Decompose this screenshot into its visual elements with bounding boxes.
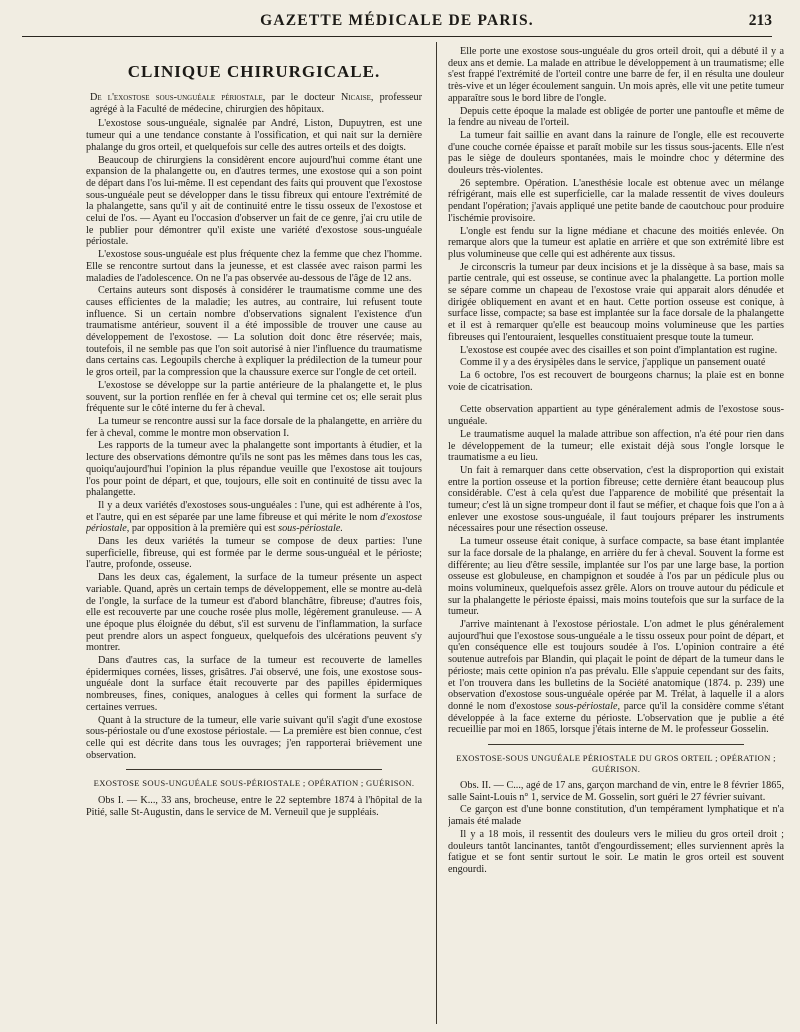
varieties-text-mid: par opposition à la première qui est	[131, 523, 276, 535]
periostale-text-end: parce qu'il la considère comme s'étant développée à la face externe du périoste. L'observation que je publie a été recueillie par moi en 1865, lorsque j'étais interne de M. le professeur Gosselin.	[448, 700, 784, 736]
paragraph: Dans les deux variétés la tumeur se compose de deux parties: l'une superficielle, fibreuse, qui est formée par le derme sous-unguéal et le périoste; l'autre, profonde, osseuse.	[86, 536, 422, 571]
paragraph: L'exostose sous-unguéale, signalée par André, Liston, Dupuytren, est une tumeur qui a une tendance constante à l'ossification, et qui nait sur la dernière phalange du gros orteil, et quelquefois sur celle des autres orteils et des doigts.	[86, 118, 422, 153]
right-column	[448, 46, 784, 1022]
varieties-text: Il y a deux variétés d'exostoses sous-unguéales : l'une, qui est adhérente à l'os, et l'autre, qui en est séparée par une lame fibreuse et qui mérite le nom	[86, 499, 422, 523]
paragraph: Dans les deux cas, également, la surface de la tumeur présente un aspect variable. Quand, après un certain temps de développement, elle se montre au-delà de l'ongle, la surface de la tumeur est d'abord blanchâtre, fibreuse; d'autres fois, elle est recouverte par une couche rosée plus molle, légèrement granuleuse. — A une époque plus éloignée du début, s'il est survenu de l'inflammation, la surface peut prendre alors un aspect fongueux, quelquefois des ulcérations peuvent s'y montrer.	[86, 572, 422, 654]
article-byline	[86, 92, 422, 115]
paragraph: La tumeur osseuse était conique, à surface compacte, sa base étant implantée sur la face dorsale de la phalange, en arrière du fer à cheval. Souvent la forme est différente; au lieu d'être sessile, implantée sur l'os par une large base, la portion osseuse est globuleuse, en champignon et soudée à l'os par un pédicule plus ou moins volumineux, quelquefois assez grêle. Alors on trouve autour du pédicule et sur la phalangette le périoste épaissi, mais moins toutefois que sur la surface de la tumeur.	[448, 536, 784, 618]
byline-author: Nicaise,	[340, 92, 374, 103]
paragraph: Elle porte une exostose sous-unguéale du gros orteil droit, qui a débuté il y a deux ans et demie. La malade en attribue le développement à un traumatisme; elle s'est frappé l'extrémité de l'orteil contre une barre de fer, il en résulta une douleur très-vive et un léger écoulement sanguin. Un mois après, elle vit une petite tumeur apparaître sous le bord libre de l'ongle.	[448, 46, 784, 104]
paragraph-varieties	[86, 500, 422, 535]
paragraph: L'exostose se développe sur la partie antérieure de la phalangette et, le plus souvent, sur la portion renflée en fer à cheval qui termine cet os; elle serait plus fréquente sur le côté interne du fer à cheval.	[86, 379, 422, 415]
case-heading: EXOSTOSE SOUS-UNGUÉALE SOUS-PÉRIOSTALE ; OPÉRATION ; GUÉRISON.	[93, 778, 415, 789]
paragraph: Dans d'autres cas, la surface de la tumeur est recouverte de lamelles épidermiques cornées, lisses, grisâtres. J'ai observé, une fois, une exostose sous-unguéale dont la surface était recouverte par des papilles épidermiques nombreuses, fines, coniques, analogues à celles qui forment la surface de certaines verrues.	[86, 655, 422, 713]
spacer	[448, 394, 784, 404]
divider-rule	[126, 769, 382, 770]
paragraph: La tumeur se rencontre aussi sur la face dorsale de la phalangette, en arrière du fer à cheval, comme le montre mon observation I.	[86, 415, 422, 439]
byline-subject: De l'exostose sous-unguéale périostale,	[90, 92, 266, 103]
varieties-italic: d'exostose périostale,	[86, 511, 422, 535]
case-paragraph: Il y a 18 mois, il ressentit des douleurs vers le milieu du gros orteil droit ; douleurs tantôt lancinantes, tantôt d'engourdissement; elles surviennent après la fatigue et se font sentir surtout le soir. Le matin le gros orteil est souvent engourdi.	[448, 828, 784, 875]
column-divider	[436, 42, 437, 1024]
left-column	[86, 46, 422, 1022]
paragraph: Certains auteurs sont disposés à considérer le traumatisme comme une des causes efficientes de la maladie; les autres, au contraire, lui refusent toute influence. Si un certain nombre d'observations signalent l'existence d'un traumatisme antérieur, souvent il a été impossible de trouver une cause au développement de l'exostose. — La solution doit donc être réservée; mais, toutefois, il ne semble pas que l'on soit autorisé à nier l'influence du traumatisme dans certains cas. Legoupils cherche à expliquer la prédilection de la tumeur pour le gros orteil, par la compression que la chaussure exerce sur l'ongle de cet orteil.	[86, 285, 422, 379]
running-head	[22, 10, 772, 37]
paragraph: L'ongle est fendu sur la ligne médiane et chacune des moitiés enlevée. On remarque alors que la tumeur est aplatie en arrière et que son extrémité libre est plus volumineuse que celle qui est adhérente aux tissus.	[448, 225, 784, 260]
paragraph: Un fait à remarquer dans cette observation, c'est la disproportion qui existait entre la portion osseuse et la portion fibreuse; cette dernière étant beaucoup plus considérable. C'est à cela qu'est due l'apparence de mobilité que présentait la tumeur; c'est là un signe trompeur dont il faut se méfier, et chaque fois que l'on a à enlever une exostose sous-unguéale, il faut toujours préparer les instruments nécessaires pour une résection osseuse.	[448, 464, 784, 535]
page-number: 213	[748, 12, 772, 29]
paragraph: Quant à la structure de la tumeur, elle varie suivant qu'il s'agit d'une exostose sous-périostale ou d'une exostose périostale. — La première est bien connue, c'est celle qui est décrite dans tous les ouvrages; j'en rapporterai brièvement une observation.	[86, 714, 422, 761]
case-paragraph: Obs I. — K..., 33 ans, brocheuse, entre le 22 septembre 1874 à l'hôpital de la Pitié, salle St-Augustin, dans le service de M. Verneuil que je suppléais.	[86, 794, 422, 818]
paragraph: La 6 octobre, l'os est recouvert de bourgeons charnus; la plaie est en bonne voie de cicatrisation.	[448, 369, 784, 393]
paragraph: Comme il y a des érysipèles dans le service, j'applique un pansement ouaté	[460, 357, 766, 369]
paragraph: L'exostose est coupée avec des cisailles et son point d'implantation est rugine.	[460, 344, 778, 356]
case-paragraph: Ce garçon est d'une bonne constitution, d'un tempérament lymphatique et n'a jamais été malade	[448, 804, 784, 828]
case-heading: EXOSTOSE-SOUS UNGUÉALE PÉRIOSTALE DU GROS ORTEIL ; OPÉRATION ; GUÉRISON.	[456, 753, 776, 774]
paragraph: Le traumatisme auquel la malade attribue son affection, n'a été pour rien dans le développement de la tumeur; elle existait déjà sous l'ongle lorsque le traumatisme a eu lieu.	[448, 428, 784, 464]
paragraph-periostale	[448, 619, 784, 736]
periostale-italic: sous-périostale,	[555, 700, 621, 712]
byline-par: par le docteur	[271, 92, 335, 103]
paragraph: Je circonscris la tumeur par deux incisions et je la dissèque à sa base, mais sa partie centrale, qui est osseuse, se continue avec la phalangette. La portion molle se sépare comme un chapeau de l'exostose vraie qui apparait alors dénudée et dirigée obliquement en avant et en haut. Cette portion osseuse est conique, à surface lisse, compacte; sa base est implantée sur la face dorsale de la phalangette et il est à remarquer qu'elle est beaucoup moins volumineuse que les parties fibreuses qui l'entouraient, lesquelles constituaient presque toute la tumeur.	[448, 261, 784, 343]
periostale-text: J'arrive maintenant à l'exostose périostale. L'on admet le plus généralement aujourd'hui que l'exostose sous-unguéale a le tissu osseux pour point de départ, et qu'en conséquence elle est toujours soudée à l'os. L'opinion contraire a été soutenue autrefois par Blandin, qui plaçait le point de départ de la tumeur dans le périoste; mais cette opinion n'a pas prévalu. Elle s'appuie cependant sur des faits, et l'on trouvera dans les bulletins de la Société anatomique (1874. p. 239) une observation d'exostose sous-unguéale opérée par M. Trélat, à laquelle il a alors donné le nom d'exostose	[448, 619, 784, 712]
paragraph: Depuis cette époque la malade est obligée de porter une pantoufle et même de la fendre au niveau de l'orteil.	[448, 105, 784, 129]
paragraph: Cette observation appartient au type généralement admis de l'exostose sous-unguéale.	[448, 404, 784, 428]
section-title: CLINIQUE CHIRURGICALE.	[127, 62, 381, 81]
case-paragraph: Obs. II. — C..., agé de 17 ans, garçon marchand de vin, entre le 8 février 1865, salle Saint-Louis n° 1, service de M. Gosselin, sort guéri le 27 février suivant.	[448, 780, 784, 803]
byline-rest: professeur agrégé à la Faculté de médecine, chirurgien des hôpitaux.	[90, 92, 422, 115]
paragraph: L'exostose sous-unguéale est plus fréquente chez la femme que chez l'homme. Elle se rencontre surtout dans la jeunesse, et est classée avec raison parmi les maladies de l'adolescence. On ne l'a pas observée au-dessous de l'âge de 12 ans.	[86, 249, 422, 284]
paragraph: La tumeur fait saillie en avant dans la rainure de l'ongle, elle est recouverte d'une couche cornée épaisse et paraît mobile sur les tissus sous-jacents. Elle n'est pas le siège de douleurs spontanées, mais le moindre choc y détermine des douleurs très-violentes.	[448, 129, 784, 177]
paragraph: Les rapports de la tumeur avec la phalangette sont importants à étudier, et la lecture des observations démontre qu'ils ne sont pas les mêmes dans tous les cas, quoiqu'aujourd'hui l'opinion la plus répandue veuille que l'exostose ait toujours l'os pour point de départ, et que, toujours, elle soit en continuité de tissu avec la phalangette.	[86, 440, 422, 499]
paragraph: 26 septembre. Opération. L'anesthésie locale est obtenue avec un mélange réfrigérant, mais elle est superficielle, car la malade ressentit de vives douleurs pendant l'opération; j'avais appliqué une petite bande de caoutchouc pour produire l'ischémie provisoire.	[448, 177, 784, 224]
paragraph: Beaucoup de chirurgiens la considèrent encore aujourd'hui comme étant une expansion de la phalangette ou, en d'autres termes, une exostose qui a son point de départ dans l'os lui-même. Il est cependant des faits qui prouvent que l'exostose sous-unguéale peut se développer dans le tissu fibreux qui entoure l'extrémité de la phalangette, sans qu'il y ait de continuité entre le tissu osseux de l'exostose et celui de l'os. — Ayant eu l'occasion d'observer un fait de ce genre, j'ai cru utile de le publier pour démontrer qu'il existe une variété d'exostose sous-unguéale périostale.	[86, 154, 422, 248]
divider-rule	[488, 744, 744, 745]
varieties-italic-2: sous-périostale.	[278, 523, 343, 535]
journal-title: GAZETTE MÉDICALE DE PARIS.	[260, 12, 534, 29]
